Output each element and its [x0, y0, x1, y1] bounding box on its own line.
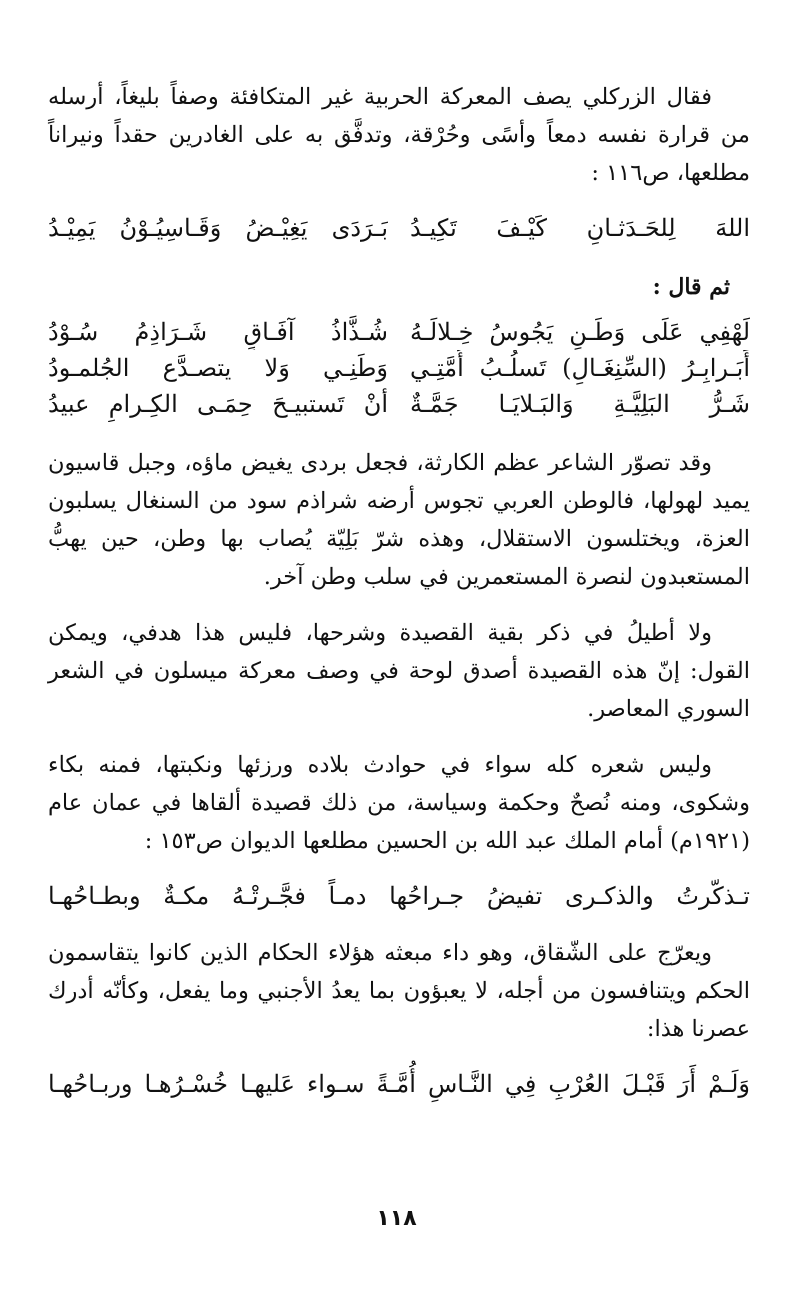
verse-second-hemistich: أنْ تَستبيـحَ حِمَـى الكِـرامِ عبيدُ [48, 390, 388, 418]
poem-couplet [48, 210, 750, 246]
paragraph-intro: فقال الزركلي يصف المعركة الحربية غير المتكافئة وصفاً بليغاً، أرسله من قرارة نفسه دمعاً وأسًى وحُرْقة، وتدفَّق به على الغادرين حقداً ونيراناً مطلعها، ص١١٦ : [48, 84, 750, 186]
paragraph-commentary: وقد تصوّر الشاعر عظم الكارثة، فجعل بردى يغيض ماؤه، وجبل قاسيون يميد لهولها، فالوطن العربي تجوس أرضه شراذم سود من السنغال يسلبون العزة، ويختلسون الاستقلال، وهذه شرّ بَلِيّة يُصاب بها وطن، حين يهبُّ المستعبدون لنصرة المستعمرين في سلب وطن آخر. [48, 450, 750, 590]
poem-couplet [48, 350, 750, 386]
paragraph-amman-poem: وليس شعره كله سواء في حوادث بلاده ورزئها ونكبتها، فمنه بكاء وشكوى، ومنه نُصحٌ وحكمة وسياسة، من ذلك قصيدة ألقاها في عمان عام (١٩٢١م) أمام الملك عبد الله بن الحسين مطلعها الديوان ص١٥٣ : [48, 752, 750, 854]
poem-couplet [48, 386, 750, 422]
verse-first-hemistich: لَهْفِي عَلَى وَطَـنٍ يَجُوسُ خِـلالَـهُ [410, 318, 750, 346]
poem-couplet [48, 314, 750, 350]
verse-second-hemistich: شُـذَّاذُ آفَـاقٍ شَـرَاذِمُ سُـوْدُ [48, 318, 388, 346]
poem-verse-nation: وَلَـمْ أَرَ قَبْـلَ العُرْبِ فِي النَّـاسِ أُمَّـةً سـواء عَليهـا خُسْـرُهـا وربـاحُهـا [48, 1070, 750, 1098]
then-said-heading: ثم قال : [652, 274, 730, 300]
verse-first-hemistich: شَـرُّ البَلِيَّـةِ وَالبَـلايَـا جَمَّـةٌ [410, 390, 750, 418]
paragraph-conclusion: ولا أطيلُ في ذكر بقية القصيدة وشرحها، فليس هذا هدفي، ويمكن القول: إنّ هذه القصيدة أصدق لوحة في وصف معركة ميسلون في الشعر السوري المعاصر. [48, 620, 750, 722]
verse-second-hemistich: بَـرَدَى يَغِيْـضُ وَقَـاسِيُـوْنُ يَمِيْـدُ [48, 214, 388, 242]
verse-first-hemistich: اللهَ لِلحَـدَثـانِ كَيْـفَ تَكِيـدُ [410, 214, 750, 242]
verse-first-hemistich: أَبَـرابِـرُ (السِّنِغَـالِ) تَسلُـبُ أُمَّتِـي [410, 354, 750, 382]
book-page [48, 78, 750, 1122]
paragraph-discord: ويعرّج على الشّقاق، وهو داء مبعثه هؤلاء الحكام الذين كانوا يتقاسمون الحكم ويتنافسون من أجله، لا يعبؤون بما يعدُ الأجنبي وما يفعل، وكأنّه أدرك عصرنا هذا: [48, 940, 750, 1042]
page-number: ١١٨ [376, 1206, 417, 1231]
poem-verses-lament [48, 314, 750, 422]
verse-second-hemistich: وَطَنِـي وَلا يتصـدَّع الجُلمـودُ [48, 354, 388, 382]
poem-verse-opening [48, 210, 750, 246]
poem-verse-memory: تـذكّرتُ والذكـرى تفيضُ جـراحُها دمـاً فجَّـرتْـهُ مكـةٌ وبطـاحُهـا [48, 882, 750, 910]
